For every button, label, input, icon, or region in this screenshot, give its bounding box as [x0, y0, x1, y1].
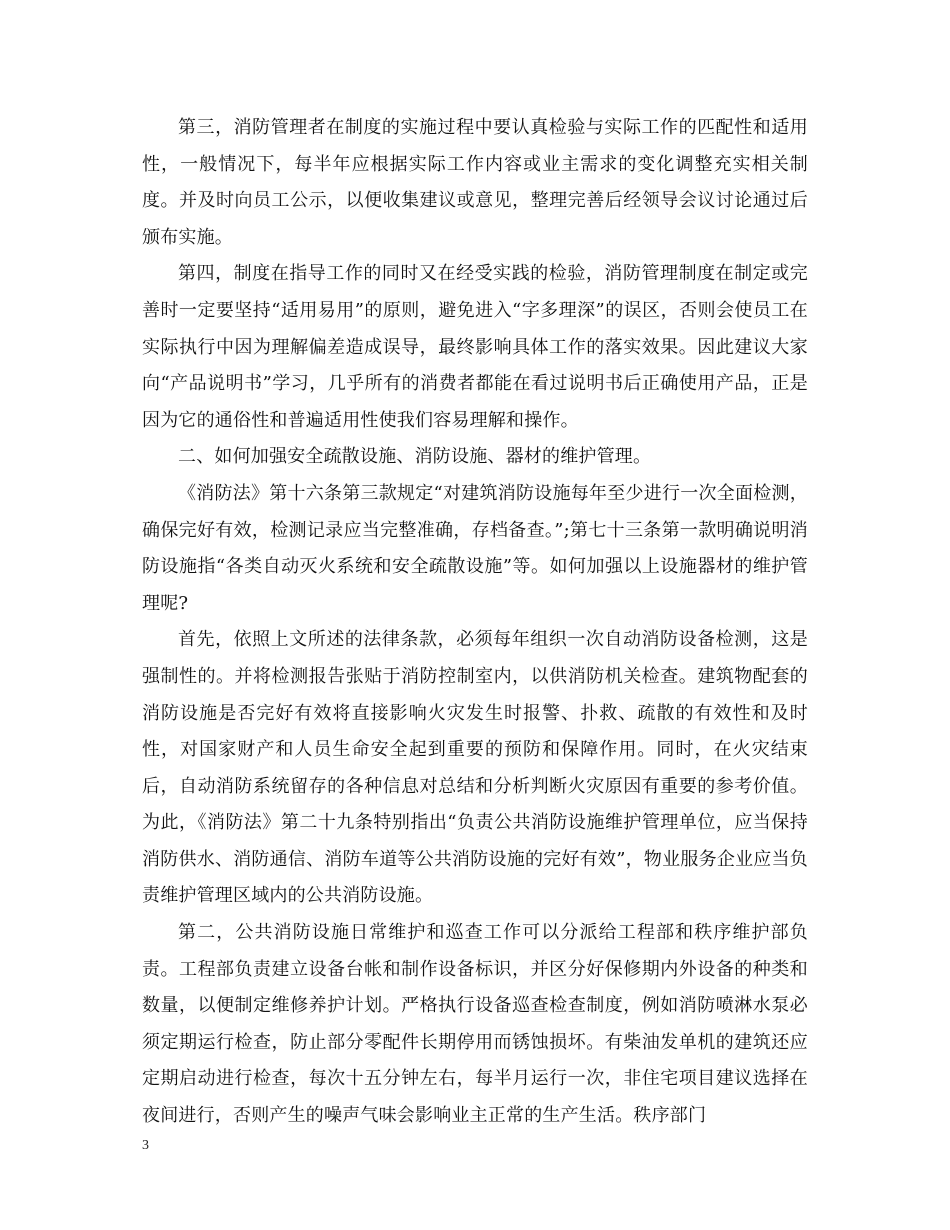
paragraph-fire-law-article: 《消防法》第十六条第三款规定“对建筑消防设施每年至少进行一次全面检测，确保完好有效，检测记录应当完整准确，存档备查。”;第七十三条第一款明确说明消防设施指“各类自动灭火系统和安全疏散设施”等。如何加强以上设施器材的维护管理呢?: [142, 482, 808, 614]
document-body: [142, 110, 808, 1135]
paragraph-third-point: 第三，消防管理者在制度的实施过程中要认真检验与实际工作的匹配性和适用性，一般情况下，每半年应根据实际工作内容或业主需求的变化调整充实相关制度。并及时向员工公示，以便收集建议或意见，整理完善后经领导会议讨论通过后颁布实施。: [142, 117, 808, 248]
section-heading-two: 二、如何加强安全疏散设施、消防设施、器材的维护管理。: [178, 446, 652, 468]
paragraph-fourth-point: 第四，制度在指导工作的同时又在经受实践的检验，消防管理制度在制定或完善时一定要坚持“适用易用”的原则，避免进入“字多理深”的误区，否则会使员工在实际执行中因为理解偏差造成误导，最终影响具体工作的落实效果。因此建议大家向“产品说明书”学习，几乎所有的消费者都能在看过说明书后正确使用产品，正是因为它的通俗性和普遍适用性使我们容易理解和操作。: [142, 263, 808, 431]
paragraph-second-point: 第二，公共消防设施日常维护和巡查工作可以分派给工程部和秩序维护部负责。工程部负责建立设备台帐和制作设备标识，并区分好保修期内外设备的种类和数量，以便制定维修养护计划。严格执行设备巡查检查制度，例如消防喷淋水泵必须定期运行检查，防止部分零配件长期停用而锈蚀损坏。有柴油发单机的建筑还应定期启动进行检查，每次十五分钟左右，每半月运行一次，非住宅项目建议选择在夜间进行，否则产生的噪声气味会影响业主正常的生产生活。秩序部门: [142, 922, 808, 1127]
paragraph-first-point: 首先，依照上文所述的法律条款，必须每年组织一次自动消防设备检测，这是强制性的。并将检测报告张贴于消防控制室内，以供消防机关检查。建筑物配套的消防设施是否完好有效将直接影响火灾发生时报警、扑救、疏散的有效性和及时性，对国家财产和人员生命安全起到重要的预防和保障作用。同时，在火灾结束后，自动消防系统留存的各种信息对总结和分析判断火灾原因有重要的参考价值。为此，《消防法》第二十九条特别指出“负责公共消防设施维护管理单位，应当保持消防供水、消防通信、消防车道等公共消防设施的完好有效”，物业服务企业应当负责维护管理区域内的公共消防设施。: [142, 629, 808, 907]
page-number: 3: [142, 1138, 149, 1153]
